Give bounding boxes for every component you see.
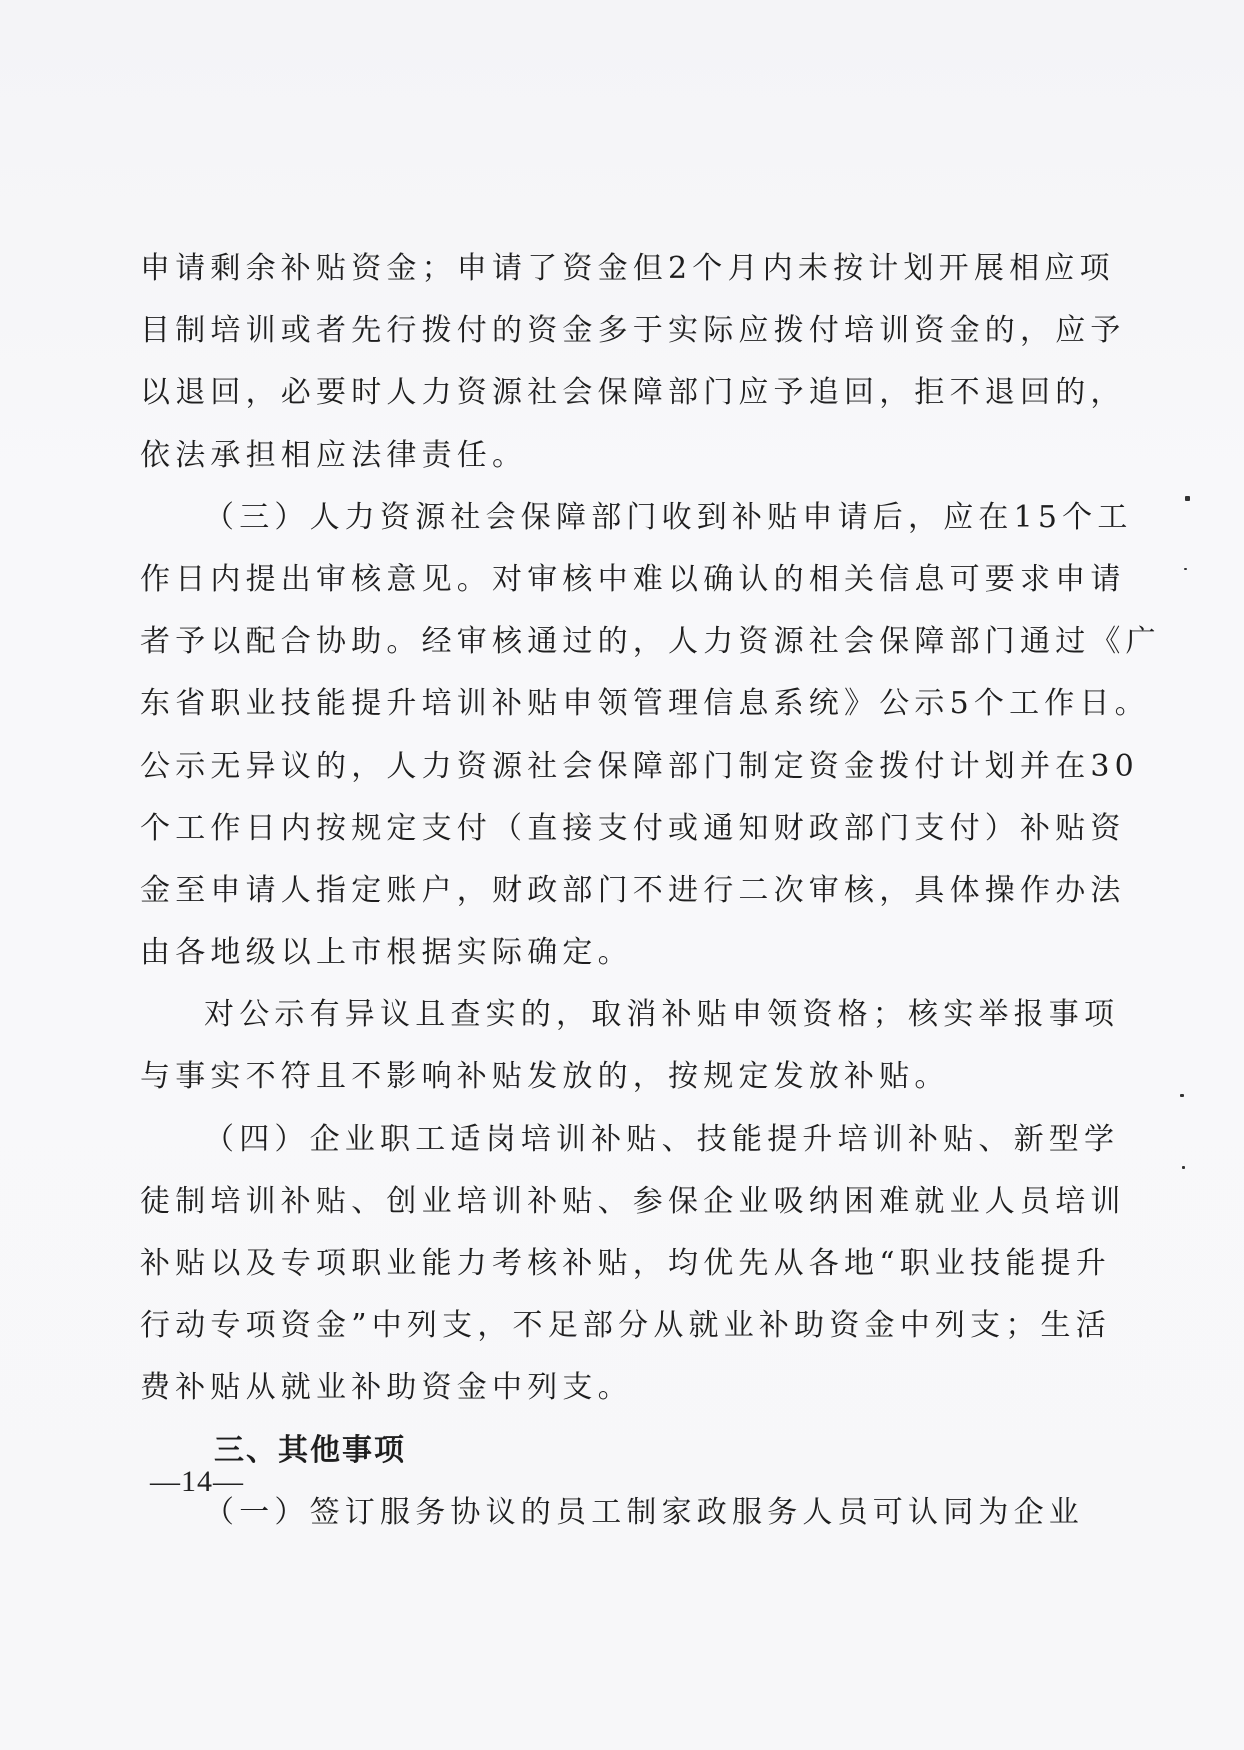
section-heading: 三、其他事项 <box>214 1432 406 1468</box>
paragraph-line: 行动专项资金”中列支，不足部分从就业补助资金中列支；生活 <box>140 1308 1111 1344</box>
scan-speck <box>1180 1094 1184 1097</box>
paragraph-line: （三）人力资源社会保障部门收到补贴申请后，应在15个工 <box>204 499 1133 535</box>
paragraph-line: 依法承担相应法律责任。 <box>140 437 528 473</box>
paragraph-line: 者予以配合协助。经审核通过的，人力资源社会保障部门通过《广 <box>140 624 1161 660</box>
paragraph-line: 徒制培训补贴、创业培训补贴、参保企业吸纳困难就业人员培训 <box>140 1183 1126 1219</box>
scan-speck <box>1182 1166 1185 1169</box>
document-body <box>140 238 1161 1544</box>
paragraph-line: 个工作日内按规定支付（直接支付或通知财政部门支付）补贴资 <box>140 810 1126 846</box>
paragraph-line: 目制培训或者先行拨付的资金多于实际应拨付培训资金的，应予 <box>140 313 1126 349</box>
paragraph-line: 由各地级以上市根据实际确定。 <box>140 935 633 971</box>
paragraph-line: （一）签订服务协议的员工制家政服务人员可认同为企业 <box>204 1494 1084 1530</box>
paragraph-line: 补贴以及专项职业能力考核补贴，均优先从各地“职业技能提升 <box>140 1246 1111 1281</box>
paragraph-line: 金至申请人指定账户，财政部门不进行二次审核，具体操作办法 <box>140 872 1126 908</box>
paragraph-line: 申请剩余补贴资金；申请了资金但2个月内未按计划开展相应项 <box>140 251 1115 286</box>
paragraph-line: （四）企业职工适岗培训补贴、技能提升培训补贴、新型学 <box>204 1121 1120 1157</box>
scan-speck <box>1184 568 1187 570</box>
page-number: —14— <box>150 1465 244 1498</box>
scan-speck <box>1185 496 1190 501</box>
paragraph-line: 对公示有异议且查实的，取消补贴申领资格；核实举报事项 <box>204 997 1120 1033</box>
paragraph-line: 与事实不符且不影响补贴发放的，按规定发放补贴。 <box>140 1059 950 1095</box>
paragraph-line: 以退回，必要时人力资源社会保障部门应予追回，拒不退回的， <box>140 375 1126 411</box>
paragraph-line: 作日内提出审核意见。对审核中难以确认的相关信息可要求申请 <box>140 561 1126 597</box>
paragraph-line: 东省职业技能提升培训补贴申领管理信息系统》公示5个工作日。 <box>140 686 1150 722</box>
paragraph-line: 公示无异议的，人力资源社会保障部门制定资金拨付计划并在30 <box>140 748 1139 784</box>
paragraph-line: 费补贴从就业补助资金中列支。 <box>140 1370 633 1406</box>
